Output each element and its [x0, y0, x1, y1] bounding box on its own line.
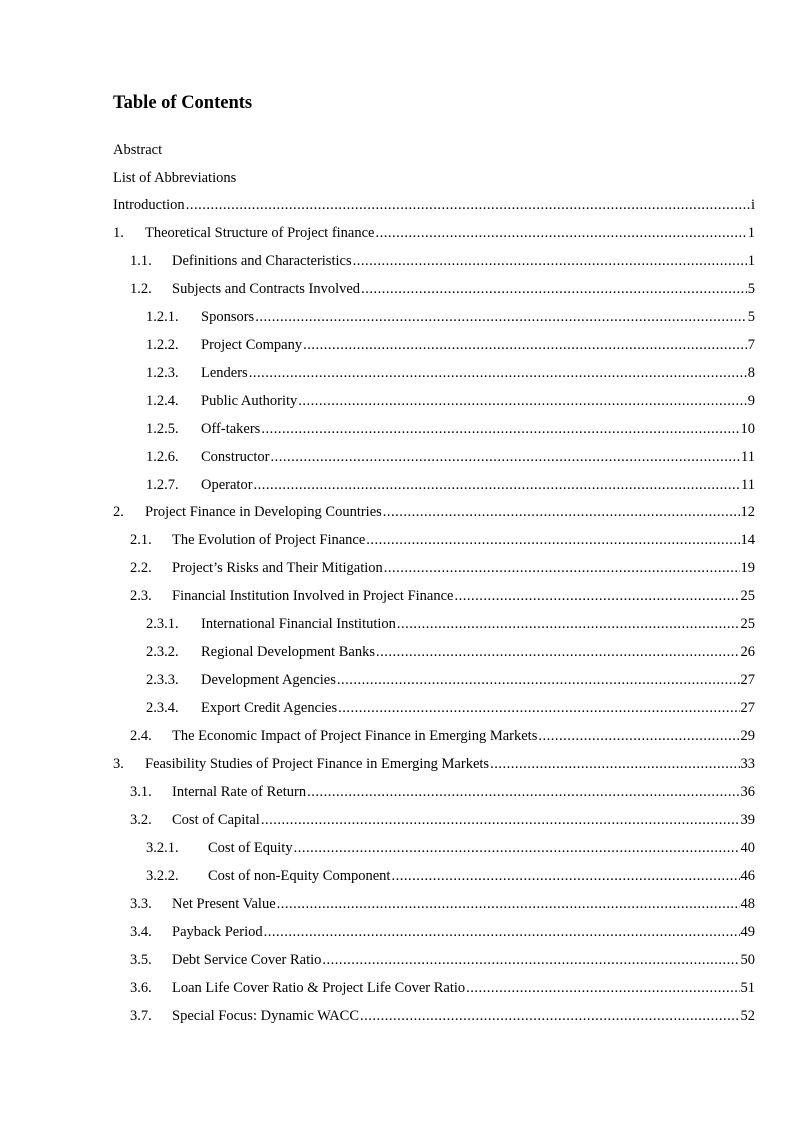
dot-leader	[264, 922, 740, 942]
toc-entry-number: 2.4.	[130, 728, 152, 745]
toc-entry-page-number: 11	[741, 448, 755, 465]
dot-leader	[455, 586, 740, 606]
toc-entry[interactable]	[146, 307, 755, 327]
toc-entry[interactable]	[113, 754, 755, 774]
toc-entry[interactable]	[146, 335, 755, 355]
toc-entry[interactable]	[146, 698, 755, 718]
toc-abbreviations[interactable]: List of Abbreviations	[113, 170, 237, 186]
dot-leader	[353, 251, 747, 271]
toc-entry-title: Net Present Value	[172, 895, 276, 912]
toc-entry[interactable]	[130, 894, 755, 914]
toc-entry-title: Loan Life Cover Ratio & Project Life Cover Ratio	[172, 979, 466, 996]
toc-entry-page-number: 12	[740, 504, 755, 521]
toc-entry-page-number: i	[750, 197, 755, 213]
toc-entry-number: 1.1.	[130, 252, 152, 269]
dot-leader	[337, 670, 740, 690]
dot-leader	[186, 195, 750, 215]
toc-entry-number: 1.2.6.	[146, 448, 179, 465]
toc-entry-number: 3.1.	[130, 783, 152, 800]
toc-entry-title: Financial Institution Involved in Project Finance	[172, 588, 454, 605]
toc-entry-page-number: 29	[740, 728, 755, 745]
dot-leader	[249, 363, 747, 383]
toc-entry-number: 2.3.2.	[146, 644, 179, 661]
toc-entry-page-number: 11	[741, 476, 755, 493]
toc-entry-page-number: 46	[740, 867, 755, 884]
toc-entry-number: 3.7.	[130, 1007, 152, 1024]
dot-leader	[466, 978, 739, 998]
toc-entry-page-number: 49	[740, 923, 755, 940]
toc-entry-number: 2.3.4.	[146, 700, 179, 717]
toc-entry-title: Introduction	[113, 197, 185, 213]
toc-entry-title: Cost of Equity	[208, 839, 293, 856]
toc-entry-title: Debt Service Cover Ratio	[172, 951, 322, 968]
toc-entry-number: 2.3.1.	[146, 616, 179, 633]
toc-entry[interactable]	[113, 502, 755, 522]
toc-entry[interactable]	[146, 419, 755, 439]
toc-entry-number: 1.2.5.	[146, 420, 179, 437]
toc-entry[interactable]	[130, 530, 755, 550]
toc-entry-title: Lenders	[201, 364, 248, 381]
toc-entry-title: Off-takers	[201, 420, 261, 437]
toc-entry-title: Project’s Risks and Their Mitigation	[172, 560, 383, 577]
dot-leader	[255, 307, 747, 327]
dot-leader	[277, 894, 740, 914]
toc-entry-number: 2.	[113, 504, 124, 521]
dot-leader	[361, 279, 747, 299]
dot-leader	[338, 698, 739, 718]
toc-entry-number: 1.2.7.	[146, 476, 179, 493]
toc-entry-number: 1.	[113, 224, 124, 241]
toc-entry[interactable]	[113, 195, 755, 215]
toc-entry-page-number: 9	[747, 392, 755, 409]
toc-entry-page-number: 25	[740, 588, 755, 605]
toc-entry-title: Operator	[201, 476, 253, 493]
toc-entry-page-number: 5	[747, 308, 755, 325]
toc-entry[interactable]	[146, 866, 755, 886]
toc-entry-title: Constructor	[201, 448, 270, 465]
toc-entry-title: Sponsors	[201, 308, 255, 325]
toc-entry-page-number: 33	[740, 756, 755, 772]
toc-entry-title: Theoretical Structure of Project finance	[145, 224, 375, 241]
toc-entry-page-number: 48	[740, 895, 755, 912]
toc-entry-page-number: 25	[740, 616, 755, 633]
toc-entry[interactable]	[146, 614, 755, 634]
toc-entry[interactable]	[130, 279, 755, 299]
toc-entry[interactable]	[146, 447, 755, 467]
toc-entry-page-number: 7	[747, 336, 755, 353]
toc-entry-title: Public Authority	[201, 392, 298, 409]
toc-entry-title: Subjects and Contracts Involved	[172, 280, 361, 297]
dot-leader	[376, 642, 740, 662]
dot-leader	[303, 335, 747, 355]
toc-entry-number: 1.2.4.	[146, 392, 179, 409]
toc-entry-title: Payback Period	[172, 923, 263, 940]
toc-entry[interactable]	[130, 586, 755, 606]
toc-entry[interactable]	[130, 1006, 755, 1026]
toc-entry[interactable]	[146, 391, 755, 411]
dot-leader	[375, 223, 746, 243]
dot-leader	[298, 391, 746, 411]
toc-entry-title: The Economic Impact of Project Finance in Emerging Markets	[172, 728, 538, 745]
toc-entry-number: 2.2.	[130, 560, 152, 577]
toc-entry-number: 3.2.2.	[146, 867, 179, 884]
toc-entry-number: 3.3.	[130, 895, 152, 912]
toc-entry-page-number: 1	[747, 252, 755, 269]
toc-entry-title: Cost of non-Equity Component	[208, 867, 391, 884]
toc-entry[interactable]	[146, 475, 755, 495]
toc-entry-number: 3.2.	[130, 811, 152, 828]
toc-entry-title: Development Agencies	[201, 672, 336, 689]
toc-entry[interactable]	[130, 950, 755, 970]
toc-entry[interactable]	[146, 670, 755, 690]
dot-leader	[538, 726, 739, 746]
toc-entry-page-number: 19	[740, 560, 755, 577]
toc-entry-title: Export Credit Agencies	[201, 700, 338, 717]
dot-leader	[307, 782, 739, 802]
page-title: Table of Contents	[113, 93, 253, 113]
dot-leader	[322, 950, 739, 970]
toc-entry[interactable]	[130, 782, 755, 802]
toc-entry-page-number: 27	[740, 672, 755, 689]
toc-entry-page-number: 8	[747, 364, 755, 381]
dot-leader	[360, 1006, 739, 1026]
toc-entry-page-number: 27	[740, 700, 755, 717]
dot-leader	[261, 419, 739, 439]
dot-leader	[366, 530, 739, 550]
toc-entry-title: The Evolution of Project Finance	[172, 532, 366, 549]
toc-entry-title: Cost of Capital	[172, 811, 260, 828]
toc-entry-number: 1.2.2.	[146, 336, 179, 353]
toc-entry-page-number: 51	[740, 979, 755, 996]
toc-entry-page-number: 10	[740, 420, 755, 437]
toc-entry-title: Project Company	[201, 336, 303, 353]
toc-entry[interactable]	[130, 922, 755, 942]
toc-entry[interactable]	[130, 251, 755, 271]
toc-abstract[interactable]: Abstract	[113, 142, 163, 158]
toc-entry[interactable]	[130, 978, 755, 998]
dot-leader	[384, 558, 740, 578]
toc-entry-page-number: 40	[740, 839, 755, 856]
toc-entry-page-number: 39	[740, 811, 755, 828]
toc-entry-page-number: 26	[740, 644, 755, 661]
toc-entry-number: 3.6.	[130, 979, 152, 996]
toc-entry-number: 2.3.3.	[146, 672, 179, 689]
toc-entry-page-number: 1	[747, 224, 755, 241]
toc-entry-title: International Financial Institution	[201, 616, 396, 633]
toc-entry-page-number: 50	[740, 951, 755, 968]
toc-entry-number: 2.3.	[130, 588, 152, 605]
toc-entry-title: Feasibility Studies of Project Finance in Emerging Markets	[145, 756, 490, 772]
dot-leader	[294, 838, 740, 858]
toc-entry[interactable]	[146, 363, 755, 383]
toc-entry-page-number: 52	[740, 1007, 755, 1024]
toc-entry[interactable]	[130, 810, 755, 830]
toc-entry-number: 1.2.3.	[146, 364, 179, 381]
dot-leader	[490, 754, 739, 774]
toc-entry-page-number: 14	[740, 532, 755, 549]
toc-entry-number: 3.	[113, 756, 124, 772]
toc-entry-page-number: 36	[740, 783, 755, 800]
toc-entry-title: Regional Development Banks	[201, 644, 375, 661]
toc-entry-number: 3.5.	[130, 951, 152, 968]
dot-leader	[397, 614, 740, 634]
toc-entry[interactable]	[146, 642, 755, 662]
dot-leader	[383, 502, 740, 522]
toc-entry[interactable]	[130, 726, 755, 746]
toc-entry-title: Internal Rate of Return	[172, 783, 307, 800]
toc-entry-number: 3.2.1.	[146, 839, 179, 856]
toc-entry[interactable]	[113, 223, 755, 243]
toc-entry-page-number: 5	[747, 280, 755, 297]
toc-entry-number: 1.2.1.	[146, 308, 179, 325]
toc-entry[interactable]	[130, 558, 755, 578]
toc-entry-title: Definitions and Characteristics	[172, 252, 352, 269]
dot-leader	[391, 866, 739, 886]
toc-entry-number: 3.4.	[130, 923, 152, 940]
toc-entry[interactable]	[146, 838, 755, 858]
toc-entry-number: 1.2.	[130, 280, 152, 297]
toc-entry-number: 2.1.	[130, 532, 152, 549]
toc-entry-title: Project Finance in Developing Countries	[145, 504, 382, 521]
dot-leader	[261, 810, 740, 830]
dot-leader	[254, 475, 741, 495]
dot-leader	[270, 447, 740, 467]
toc-entry-title: Special Focus: Dynamic WACC	[172, 1007, 360, 1024]
